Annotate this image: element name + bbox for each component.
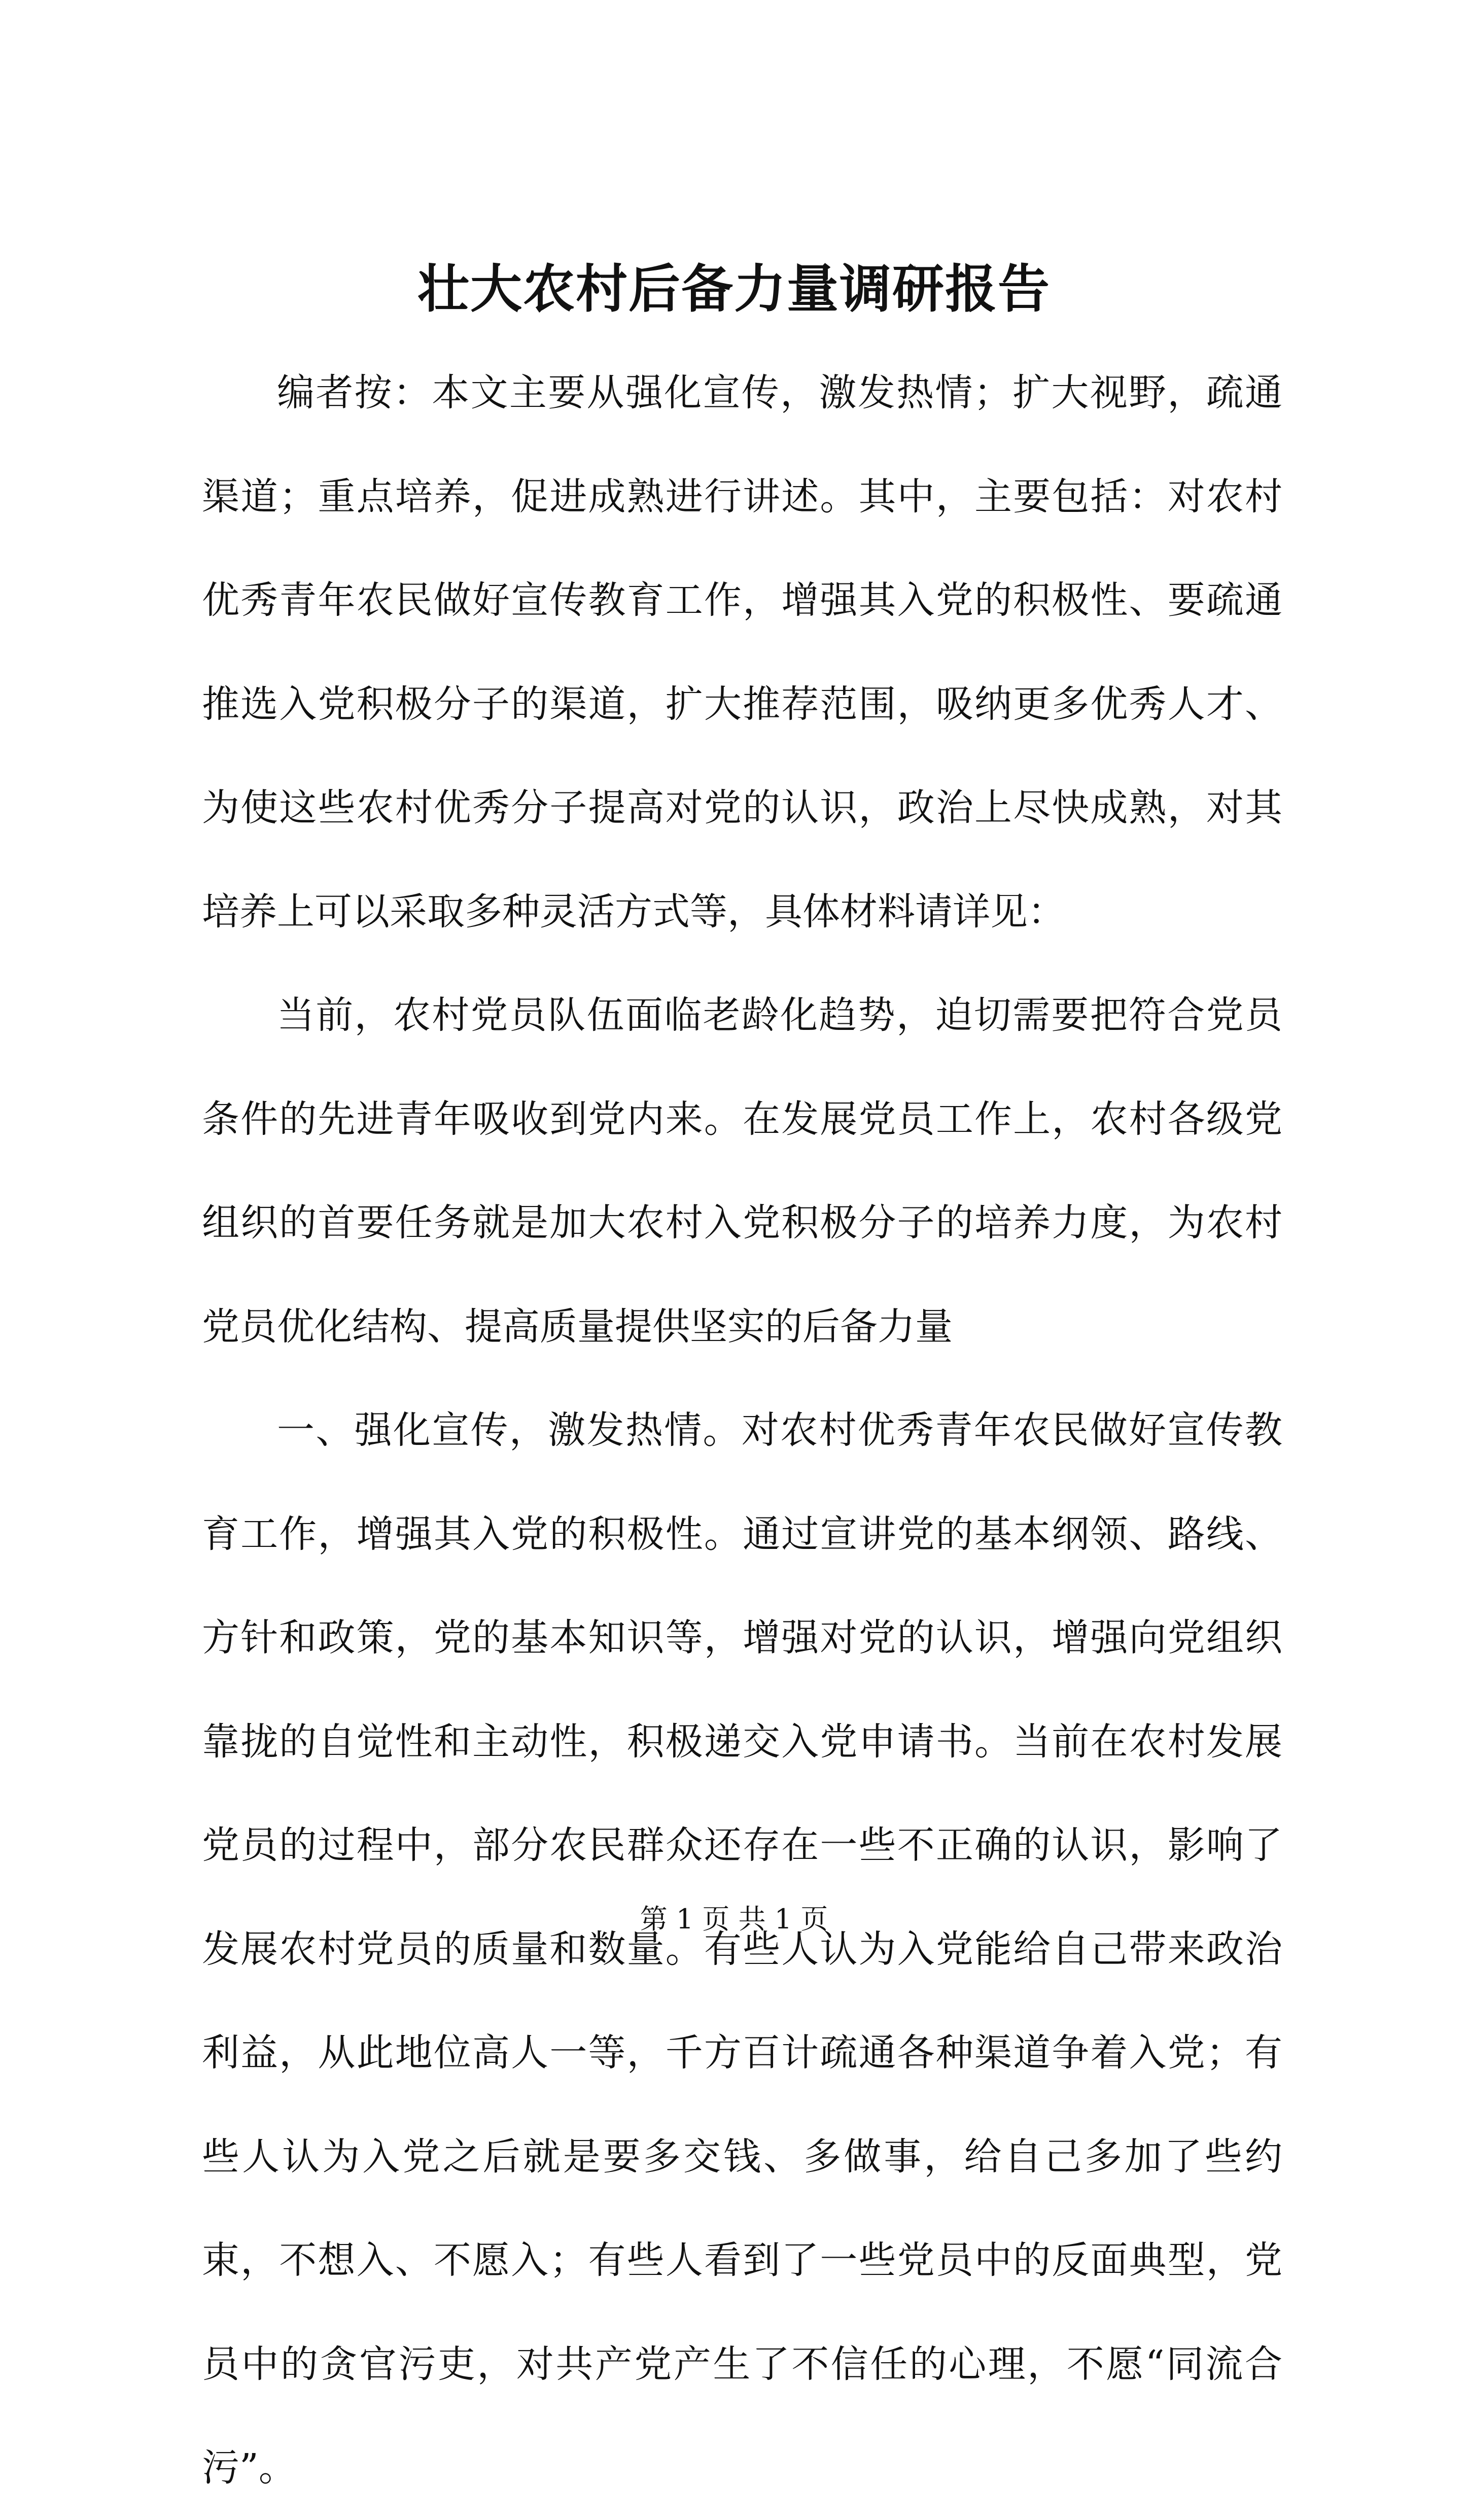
paragraph-intro: 当前，农村党员队伍面临老龄化趋势，迫切需要把符合党员条件的先进青年吸收到党内来。在发展党员工作上，农村各级党组织的首要任务就是加大农村入党积极分子的培养力度，为农村党员优化结构、提高质量提供坚实的后备力量	[202, 993, 1282, 1349]
document-body	[202, 341, 1282, 2520]
paragraph-section-one: 一、强化宣传，激发热情。对农村优秀青年农民做好宣传教育工作，增强其入党的积极性。通过宣讲党的基本纲领、路线、方针和政策，党的基本知识等，增强对党的认识，增强向党组织靠拢的自觉性和主动性，积极递交入党申请书。当前在农村发展党员的过程中，部分农民群众还存在一些不正确的认识，影响了发展农村党员的质量和数量。有些人认为入党能给自己带来政治利益，从此地位高人一等，千方百计疏通各种渠道争着入党；有些人认为入党之后就是要多交钱、多做事，给自己多加了些约束，不想入、不愿入；有些人看到了一些党员中的反面典型，党员中的贪官污吏，对共产党产生了不信任的心理，不愿“同流合污”。	[202, 1408, 1282, 2490]
page-footer: 第 1 页 共 1 页	[640, 1903, 828, 1935]
paragraph-editor-note: 编者按：本文主要从强化宣传，激发热情；扩大视野，疏通渠道；重点培养，促进成熟进行讲述。其中，主要包括：对农村优秀青年农民做好宣传教育工作，增强其入党的积极性、要疏通推选入党积极分子的渠道，扩大推荐范围，吸纳更多优秀人才、为使这些农村优秀分子提高对党的认识，政治上尽快成熟，对其培养上可以采取多种灵活方式等，具体材料请详见：	[202, 371, 1282, 934]
document-title: 壮大农村后备力量调研报告	[417, 259, 1051, 320]
